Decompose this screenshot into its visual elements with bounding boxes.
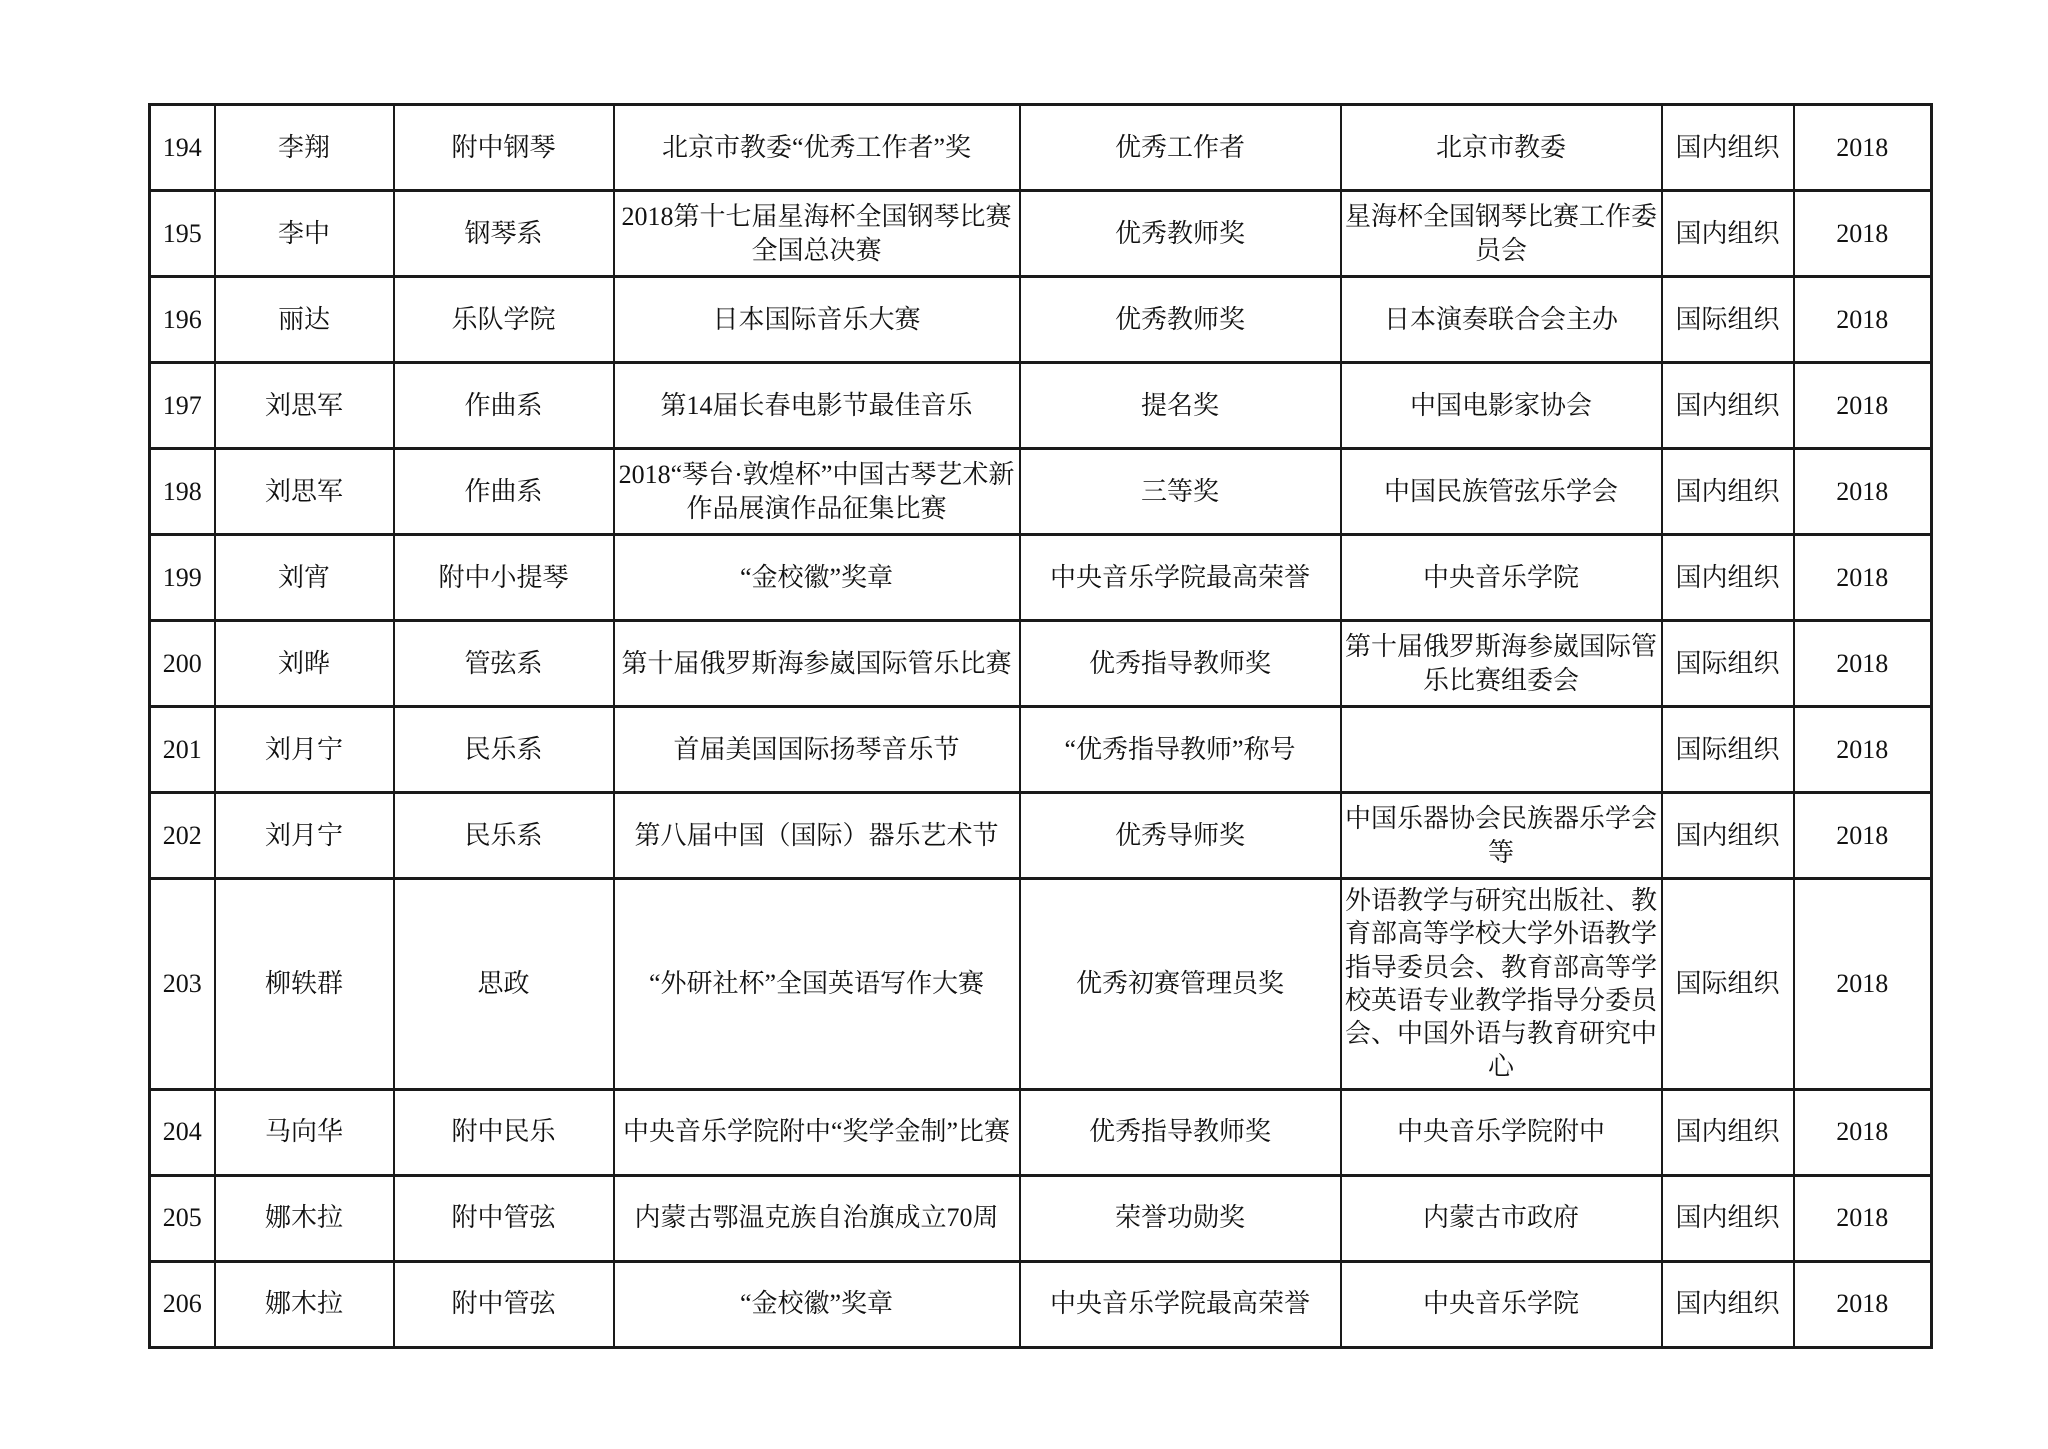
table-row [150,793,1932,879]
cell-award: 优秀指导教师奖 [1020,1089,1341,1175]
cell-org-type: 国内组织 [1662,449,1794,535]
cell-department: 附中管弦 [394,1175,614,1261]
cell-no: 198 [150,449,215,535]
cell-event: 第十届俄罗斯海参崴国际管乐比赛 [614,621,1020,707]
cell-organization: 星海杯全国钢琴比赛工作委员会 [1341,191,1662,277]
cell-name: 李翔 [215,105,394,191]
cell-event: “金校徽”奖章 [614,1261,1020,1347]
cell-no: 194 [150,105,215,191]
cell-organization: 中国民族管弦乐学会 [1341,449,1662,535]
cell-no: 196 [150,277,215,363]
cell-department: 作曲系 [394,363,614,449]
cell-department: 钢琴系 [394,191,614,277]
awards-table [148,103,1933,1349]
cell-no: 200 [150,621,215,707]
cell-event: 首届美国国际扬琴音乐节 [614,707,1020,793]
cell-award: 中央音乐学院最高荣誉 [1020,535,1341,621]
cell-department: 管弦系 [394,621,614,707]
cell-event: “金校徽”奖章 [614,535,1020,621]
cell-no: 206 [150,1261,215,1347]
cell-org-type: 国内组织 [1662,105,1794,191]
cell-name: 刘晔 [215,621,394,707]
cell-name: 刘月宁 [215,793,394,879]
cell-department: 乐队学院 [394,277,614,363]
cell-name: 刘月宁 [215,707,394,793]
cell-event: 中央音乐学院附中“奖学金制”比赛 [614,1089,1020,1175]
table-row [150,621,1932,707]
table-row [150,277,1932,363]
cell-award: 优秀教师奖 [1020,191,1341,277]
cell-no: 199 [150,535,215,621]
cell-org-type: 国内组织 [1662,793,1794,879]
table-row [150,363,1932,449]
cell-organization: 内蒙古市政府 [1341,1175,1662,1261]
cell-award: 优秀教师奖 [1020,277,1341,363]
cell-event: 第14届长春电影节最佳音乐 [614,363,1020,449]
cell-org-type: 国内组织 [1662,191,1794,277]
cell-org-type: 国际组织 [1662,879,1794,1090]
cell-award: 提名奖 [1020,363,1341,449]
cell-name: 刘思军 [215,363,394,449]
cell-name: 刘宵 [215,535,394,621]
cell-department: 作曲系 [394,449,614,535]
cell-no: 195 [150,191,215,277]
cell-no: 204 [150,1089,215,1175]
cell-name: 李中 [215,191,394,277]
cell-award: 中央音乐学院最高荣誉 [1020,1261,1341,1347]
table-row [150,879,1932,1090]
cell-department: 思政 [394,879,614,1090]
cell-org-type: 国际组织 [1662,277,1794,363]
cell-department: 民乐系 [394,793,614,879]
cell-organization: 北京市教委 [1341,105,1662,191]
cell-name: 马向华 [215,1089,394,1175]
cell-event: 内蒙古鄂温克族自治旗成立70周 [614,1175,1020,1261]
cell-award: 优秀导师奖 [1020,793,1341,879]
cell-no: 203 [150,879,215,1090]
cell-no: 205 [150,1175,215,1261]
cell-org-type: 国内组织 [1662,1261,1794,1347]
cell-event: 2018第十七届星海杯全国钢琴比赛全国总决赛 [614,191,1020,277]
table-row [150,1261,1932,1347]
cell-year: 2018 [1794,363,1932,449]
table-row [150,1089,1932,1175]
cell-organization: 中央音乐学院附中 [1341,1089,1662,1175]
cell-organization: 第十届俄罗斯海参崴国际管乐比赛组委会 [1341,621,1662,707]
cell-org-type: 国内组织 [1662,1175,1794,1261]
cell-department: 附中钢琴 [394,105,614,191]
cell-name: 柳轶群 [215,879,394,1090]
cell-event: 日本国际音乐大赛 [614,277,1020,363]
cell-no: 197 [150,363,215,449]
cell-year: 2018 [1794,879,1932,1090]
cell-department: 附中民乐 [394,1089,614,1175]
table-row [150,449,1932,535]
table-row [150,707,1932,793]
cell-year: 2018 [1794,1261,1932,1347]
cell-organization: 中国乐器协会民族器乐学会等 [1341,793,1662,879]
cell-year: 2018 [1794,449,1932,535]
cell-year: 2018 [1794,191,1932,277]
cell-organization: 日本演奏联合会主办 [1341,277,1662,363]
cell-no: 201 [150,707,215,793]
cell-org-type: 国际组织 [1662,707,1794,793]
cell-year: 2018 [1794,1089,1932,1175]
cell-organization: 中国电影家协会 [1341,363,1662,449]
cell-year: 2018 [1794,793,1932,879]
cell-organization: 中央音乐学院 [1341,1261,1662,1347]
cell-organization [1341,707,1662,793]
cell-organization: 中央音乐学院 [1341,535,1662,621]
cell-year: 2018 [1794,535,1932,621]
cell-event: “外研社杯”全国英语写作大赛 [614,879,1020,1090]
cell-org-type: 国际组织 [1662,621,1794,707]
table-row [150,1175,1932,1261]
table-row [150,535,1932,621]
table-row [150,105,1932,191]
cell-name: 丽达 [215,277,394,363]
cell-org-type: 国内组织 [1662,535,1794,621]
cell-award: 荣誉功勋奖 [1020,1175,1341,1261]
cell-org-type: 国内组织 [1662,1089,1794,1175]
cell-name: 娜木拉 [215,1175,394,1261]
cell-award: 优秀工作者 [1020,105,1341,191]
cell-year: 2018 [1794,621,1932,707]
cell-award: “优秀指导教师”称号 [1020,707,1341,793]
cell-year: 2018 [1794,707,1932,793]
cell-event: 第八届中国（国际）器乐艺术节 [614,793,1020,879]
cell-award: 三等奖 [1020,449,1341,535]
cell-org-type: 国内组织 [1662,363,1794,449]
cell-award: 优秀初赛管理员奖 [1020,879,1341,1090]
cell-no: 202 [150,793,215,879]
table-row [150,191,1932,277]
cell-event: 北京市教委“优秀工作者”奖 [614,105,1020,191]
cell-department: 附中管弦 [394,1261,614,1347]
cell-award: 优秀指导教师奖 [1020,621,1341,707]
cell-event: 2018“琴台·敦煌杯”中国古琴艺术新作品展演作品征集比赛 [614,449,1020,535]
cell-year: 2018 [1794,1175,1932,1261]
cell-year: 2018 [1794,277,1932,363]
cell-department: 附中小提琴 [394,535,614,621]
cell-department: 民乐系 [394,707,614,793]
cell-year: 2018 [1794,105,1932,191]
awards-table-body [150,105,1932,1348]
cell-name: 刘思军 [215,449,394,535]
cell-name: 娜木拉 [215,1261,394,1347]
cell-organization: 外语教学与研究出版社、教育部高等学校大学外语教学指导委员会、教育部高等学校英语专业教学指导分委员会、中国外语与教育研究中心 [1341,879,1662,1090]
